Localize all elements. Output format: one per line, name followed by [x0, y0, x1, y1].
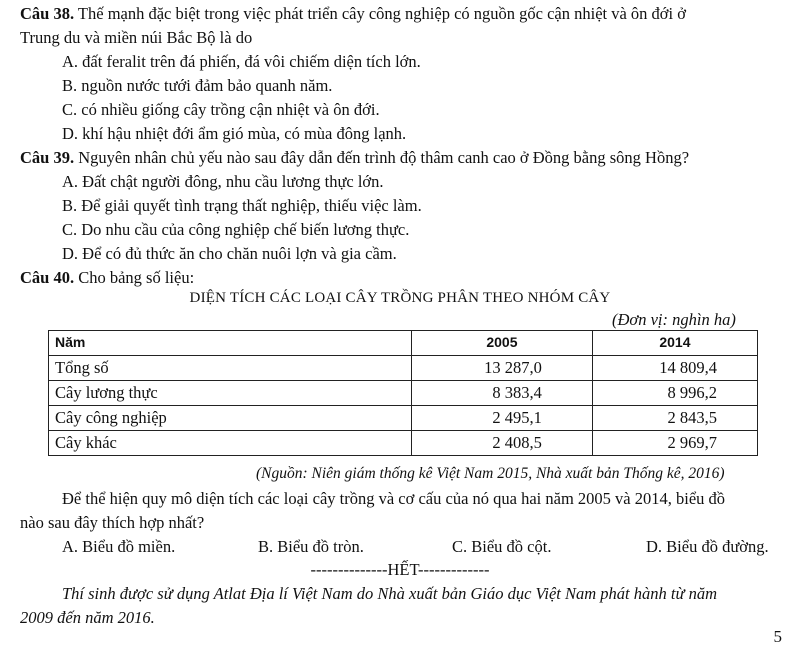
q38-label: Câu 38. — [20, 4, 75, 23]
header-year: Năm — [49, 331, 412, 356]
table-row — [49, 405, 758, 430]
cell-2014: 8 996,2 — [592, 380, 757, 405]
cell-2005: 2 495,1 — [412, 405, 593, 430]
cell-2014: 2 843,5 — [592, 405, 757, 430]
footnote-line1: Thí sinh được sử dụng Atlat Địa lí Việt Nam do Nhà xuất bản Giáo dục Việt Nam phát hành từ năm — [62, 584, 717, 603]
cell-2005: 2 408,5 — [412, 430, 593, 455]
table-source: (Nguồn: Niên giám thống kê Việt Nam 2015, Nhà xuất bản Thống kê, 2016) — [256, 465, 725, 482]
table-row — [49, 355, 758, 380]
q39-option-a: A. Đất chật người đông, nhu cầu lương thực lớn. — [62, 172, 384, 191]
q38-stem-line2: Trung du và miền núi Bắc Bộ là do — [20, 28, 253, 47]
q38-option-a: A. đất feralit trên đá phiến, đá vôi chiếm diện tích lớn. — [62, 52, 421, 71]
table-header-row — [49, 331, 758, 356]
q40-intro: Cho bảng số liệu: — [74, 268, 195, 287]
header-2005: 2005 — [412, 331, 593, 356]
row-label: Tổng số — [49, 355, 412, 380]
footnote-line2: 2009 đến năm 2016. — [20, 608, 155, 627]
q40-question-line1: Để thể hiện quy mô diện tích các loại cây trồng và cơ cấu của nó qua hai năm 2005 và 2014, biểu đồ — [62, 489, 726, 508]
q39-label: Câu 39. — [20, 148, 75, 167]
q38-option-b: B. nguồn nước tưới đảm bảo quanh năm. — [62, 76, 333, 95]
page-number: 5 — [773, 627, 782, 646]
q40-label: Câu 40. — [20, 268, 75, 287]
table-row — [49, 430, 758, 455]
q38-option-c: C. có nhiều giống cây trồng cận nhiệt và ôn đới. — [62, 100, 380, 119]
q40-option-d: D. Biểu đồ đường. — [646, 537, 769, 556]
q40-option-c: C. Biểu đồ cột. — [452, 537, 552, 556]
q39-option-c: C. Do nhu cầu của công nghiệp chế biến lương thực. — [62, 220, 410, 239]
cell-2014: 14 809,4 — [592, 355, 757, 380]
row-label: Cây khác — [49, 430, 412, 455]
q39-option-b: B. Để giải quyết tình trạng thất nghiệp, thiếu việc làm. — [62, 196, 422, 215]
q38-stem-line1 — [20, 2, 686, 26]
q40-stem — [20, 266, 194, 290]
cell-2014: 2 969,7 — [592, 430, 757, 455]
row-label: Cây lương thực — [49, 380, 412, 405]
table-row — [49, 380, 758, 405]
q39-text: Nguyên nhân chủ yếu nào sau đây dẫn đến trình độ thâm canh cao ở Đồng bằng sông Hồng? — [74, 148, 690, 167]
q39-stem — [20, 146, 689, 170]
table-unit: (Đơn vị: nghìn ha) — [612, 310, 736, 329]
end-mark: --------------HẾT------------- — [310, 560, 490, 579]
q40-options — [0, 535, 800, 559]
cell-2005: 13 287,0 — [412, 355, 593, 380]
q40-option-a: A. Biểu đồ miền. — [62, 537, 176, 556]
cell-2005: 8 383,4 — [412, 380, 593, 405]
q40-option-b: B. Biểu đồ tròn. — [258, 537, 364, 556]
q39-option-d: D. Để có đủ thức ăn cho chăn nuôi lợn và gia cầm. — [62, 244, 397, 263]
table-title: DIỆN TÍCH CÁC LOẠI CÂY TRỒNG PHÂN THEO NHÓM CÂY — [189, 290, 611, 306]
header-2014: 2014 — [592, 331, 757, 356]
q38-option-d: D. khí hậu nhiệt đới ẩm gió mùa, có mùa đông lạnh. — [62, 124, 407, 143]
row-label: Cây công nghiệp — [49, 405, 412, 430]
q40-question-line2: nào sau đây thích hợp nhất? — [20, 513, 205, 532]
q38-text-1: Thế mạnh đặc biệt trong việc phát triển cây công nghiệp có nguồn gốc cận nhiệt và ôn đới ở — [74, 4, 686, 23]
crop-area-table — [48, 330, 758, 456]
